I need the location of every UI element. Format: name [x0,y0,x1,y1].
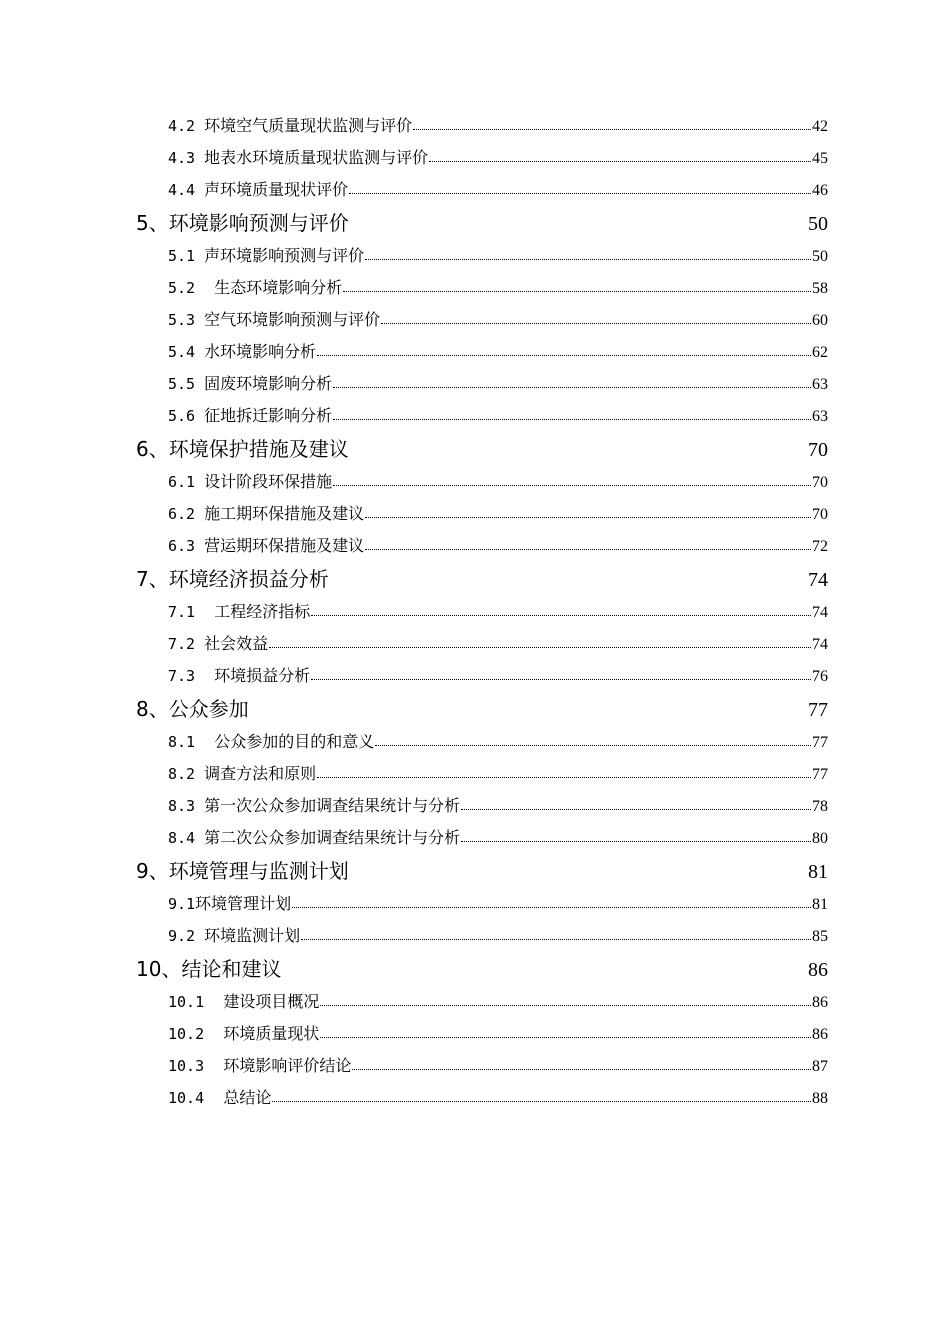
toc-entry-page-number: 88 [812,1090,828,1107]
toc-section-entry[interactable] [0,758,950,790]
toc-entry-number: 7.2 [168,635,205,653]
toc-section-entry[interactable] [0,596,950,628]
toc-entry-number: 5.1 [168,247,205,265]
toc-chapter-entry[interactable] [0,854,950,888]
toc-entry-title: 空气环境影响预测与评价 [204,310,381,329]
toc-entry-page-number: 63 [812,408,828,425]
toc-chapter-entry[interactable] [0,562,950,596]
toc-entry-title: 营运期环保措施及建议 [204,536,365,555]
toc-chapter-entry[interactable] [0,692,950,726]
toc-entry-page-number: 45 [812,150,828,167]
toc-entry-number: 6.2 [168,505,205,523]
toc-section-entry[interactable] [0,304,950,336]
toc-entry-title: 施工期环保措施及建议 [204,504,365,523]
toc-dot-leader [343,289,811,292]
toc-entry-title: 征地拆迁影响分析 [204,406,333,425]
toc-section-entry[interactable] [0,628,950,660]
toc-dot-leader [317,353,811,356]
toc-entry-page-number: 50 [808,213,828,235]
toc-section-entry[interactable] [0,1050,950,1082]
toc-entry-page-number: 86 [812,994,828,1011]
toc-entry-title: 设计阶段环保措施 [204,472,333,491]
toc-entry-page-number: 72 [812,538,828,555]
toc-section-entry[interactable] [0,986,950,1018]
toc-section-entry[interactable] [0,272,950,304]
toc-dot-leader [461,839,811,842]
toc-entry-number: 7、 [136,567,169,591]
toc-entry-number: 7.1 [168,603,205,621]
toc-section-entry[interactable] [0,530,950,562]
toc-entry-number: 8.3 [168,797,205,815]
toc-entry-title: 社会效益 [204,634,269,653]
toc-entry-page-number: 70 [812,474,828,491]
toc-section-entry[interactable] [0,400,950,432]
toc-entry-number: 9.2 [168,927,205,945]
toc-entry-title: 结论和建议 [181,957,282,981]
toc-entry-title: 公众参加 [168,697,249,721]
toc-entry-number: 10.2 [168,1025,214,1043]
toc-entry-page-number: 78 [812,798,828,815]
toc-entry-title: 公众参加的目的和意义 [204,732,375,751]
toc-entry-page-number: 77 [812,766,828,783]
toc-entry-title: 环境影响评价结论 [213,1056,352,1075]
toc-entry-page-number: 70 [808,439,828,461]
toc-entry-title: 环境质量现状 [213,1024,320,1043]
toc-entry-title: 环境经济损益分析 [168,567,329,591]
toc-entry-title: 环境管理计划 [195,894,292,913]
toc-entry-number: 7.3 [168,667,205,685]
toc-dot-leader [292,905,811,908]
toc-entry-number: 5、 [136,211,169,235]
toc-chapter-entry[interactable] [0,432,950,466]
toc-entry-number: 6.1 [168,473,205,491]
toc-chapter-entry[interactable] [0,952,950,986]
toc-entry-number: 10.1 [168,993,214,1011]
toc-dot-leader [365,547,811,550]
toc-entry-title: 建设项目概况 [213,992,320,1011]
toc-section-entry[interactable] [0,790,950,822]
toc-entry-page-number: 85 [812,928,828,945]
toc-section-entry[interactable] [0,336,950,368]
toc-entry-title: 声环境质量现状评价 [204,180,349,199]
toc-entry-title: 环境损益分析 [204,666,311,685]
toc-dot-leader [413,127,811,130]
toc-entry-title: 水环境影响分析 [204,342,317,361]
toc-entry-title: 环境影响预测与评价 [168,211,349,235]
toc-entry-number: 8、 [136,697,169,721]
toc-dot-leader [272,1099,811,1102]
toc-entry-number: 9.1 [168,895,196,913]
toc-entry-page-number: 81 [812,896,828,913]
toc-entry-number: 5.5 [168,375,205,393]
toc-dot-leader [311,677,811,680]
toc-entry-number: 6、 [136,437,169,461]
toc-section-entry[interactable] [0,368,950,400]
toc-entry-title: 环境保护措施及建议 [168,437,349,461]
toc-entry-page-number: 60 [812,312,828,329]
toc-entry-number: 10、 [136,957,182,981]
toc-dot-leader [461,807,811,810]
toc-section-entry[interactable] [0,822,950,854]
toc-entry-title: 环境空气质量现状监测与评价 [204,116,413,135]
toc-dot-leader [333,417,811,420]
toc-chapter-entry[interactable] [0,206,950,240]
toc-dot-leader [301,937,811,940]
toc-entry-page-number: 76 [812,668,828,685]
toc-section-entry[interactable] [0,920,950,952]
toc-entry-number: 5.2 [168,279,205,297]
toc-section-entry[interactable] [0,888,950,920]
toc-section-entry[interactable] [0,466,950,498]
toc-entry-page-number: 63 [812,376,828,393]
toc-entry-page-number: 42 [812,118,828,135]
toc-entry-page-number: 86 [808,959,828,981]
toc-entry-number: 4.3 [168,149,205,167]
toc-entry-page-number: 74 [812,636,828,653]
toc-entry-number: 5.3 [168,311,205,329]
toc-entry-title: 环境管理与监测计划 [168,859,349,883]
toc-entry-title: 总结论 [213,1088,272,1107]
toc-dot-leader [333,483,811,486]
toc-entry-number: 8.4 [168,829,205,847]
toc-entry-title: 调查方法和原则 [204,764,317,783]
toc-entry-page-number: 74 [812,604,828,621]
toc-entry-page-number: 50 [812,248,828,265]
toc-entry-title: 第一次公众参加调查结果统计与分析 [204,796,461,815]
toc-entry-title: 固废环境影响分析 [204,374,333,393]
toc-section-entry[interactable] [0,110,950,142]
toc-dot-leader [381,321,811,324]
toc-dot-leader [349,191,811,194]
toc-entry-number: 8.2 [168,765,205,783]
toc-entry-number: 4.4 [168,181,205,199]
toc-section-entry[interactable] [0,498,950,530]
toc-section-entry[interactable] [0,142,950,174]
toc-dot-leader [320,1035,811,1038]
toc-dot-leader [311,613,811,616]
toc-entry-page-number: 80 [812,830,828,847]
toc-dot-leader [429,159,811,162]
toc-dot-leader [320,1003,811,1006]
toc-dot-leader [317,775,811,778]
toc-entry-number: 9、 [136,859,169,883]
table-of-contents [0,110,950,1114]
toc-entry-number: 4.2 [168,117,205,135]
toc-entry-title: 声环境影响预测与评价 [204,246,365,265]
toc-entry-page-number: 58 [812,280,828,297]
toc-entry-page-number: 46 [812,182,828,199]
toc-entry-number: 6.3 [168,537,205,555]
toc-section-entry[interactable] [0,240,950,272]
toc-dot-leader [352,1067,811,1070]
toc-section-entry[interactable] [0,174,950,206]
toc-entry-page-number: 81 [808,861,828,883]
toc-entry-title: 生态环境影响分析 [204,278,343,297]
toc-section-entry[interactable] [0,1082,950,1114]
toc-entry-number: 8.1 [168,733,205,751]
toc-dot-leader [365,515,811,518]
toc-entry-title: 工程经济指标 [204,602,311,621]
toc-entry-page-number: 87 [812,1058,828,1075]
toc-dot-leader [269,645,811,648]
toc-entry-number: 10.4 [168,1089,214,1107]
toc-entry-title: 环境监测计划 [204,926,301,945]
toc-entry-number: 5.4 [168,343,205,361]
toc-entry-page-number: 77 [808,699,828,721]
toc-entry-number: 10.3 [168,1057,214,1075]
toc-entry-page-number: 70 [812,506,828,523]
toc-entry-page-number: 77 [812,734,828,751]
toc-entry-title: 地表水环境质量现状监测与评价 [204,148,429,167]
toc-section-entry[interactable] [0,1018,950,1050]
toc-entry-page-number: 74 [808,569,828,591]
toc-dot-leader [375,743,811,746]
toc-entry-number: 5.6 [168,407,205,425]
toc-entry-page-number: 86 [812,1026,828,1043]
toc-entry-title: 第二次公众参加调查结果统计与分析 [204,828,461,847]
toc-dot-leader [365,257,811,260]
toc-dot-leader [333,385,811,388]
toc-entry-page-number: 62 [812,344,828,361]
toc-section-entry[interactable] [0,660,950,692]
toc-section-entry[interactable] [0,726,950,758]
